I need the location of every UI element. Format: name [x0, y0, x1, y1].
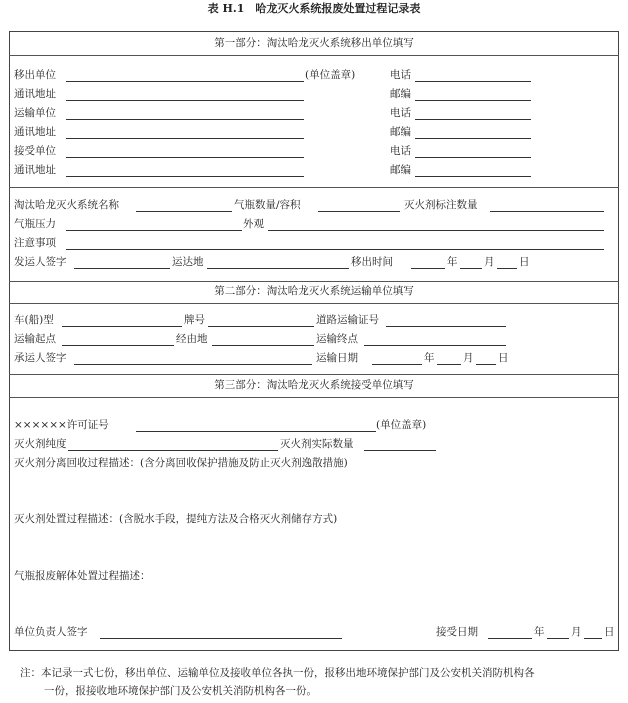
divider: [9, 303, 619, 304]
field-start-point[interactable]: [62, 345, 174, 346]
field-road-permit[interactable]: [386, 326, 506, 327]
field-phone-3[interactable]: [415, 157, 531, 158]
field-license-no[interactable]: [136, 431, 376, 432]
field-phone-2[interactable]: [415, 119, 531, 120]
label-zip-1: 邮编: [390, 88, 411, 100]
field-appearance[interactable]: [268, 230, 604, 231]
field-agent-purity[interactable]: [68, 450, 278, 451]
label-notes: 注意事项: [14, 237, 56, 249]
label-disposal-desc: 灭火剂处置过程描述：(含脱水手段，提纯方法及合格灭火剂储存方式): [14, 513, 338, 525]
label-start-point: 运输起点: [14, 333, 56, 345]
label-end-point: 运输终点: [316, 333, 358, 345]
label-day: 日: [519, 256, 530, 268]
label-license-no: ××××××许可证号: [14, 419, 109, 431]
field-plate[interactable]: [208, 326, 314, 327]
field-system-name[interactable]: [136, 211, 232, 212]
field-carrier-sign[interactable]: [74, 364, 312, 365]
label-agent-qty: 灭火剂标注数量: [404, 199, 478, 211]
label-month: 月: [571, 626, 582, 638]
field-address-3[interactable]: [66, 176, 304, 177]
label-carrier-sign: 承运人签字: [14, 352, 67, 364]
label-road-permit: 道路运输证号: [316, 314, 379, 326]
field-zip-1[interactable]: [415, 100, 531, 101]
field-phone-1[interactable]: [415, 81, 531, 82]
label-receive-date: 接受日期: [436, 626, 478, 638]
field-notes[interactable]: [66, 249, 604, 250]
label-day: 日: [498, 352, 509, 364]
label-year: 年: [447, 256, 458, 268]
field-agent-qty[interactable]: [490, 211, 604, 212]
label-address-3: 通讯地址: [14, 164, 56, 176]
field-cylinder-qty[interactable]: [318, 211, 400, 212]
field-transport-unit[interactable]: [66, 119, 304, 120]
divider: [9, 187, 619, 188]
part3-header: 第三部分：淘汰哈龙灭火系统接受单位填写: [214, 379, 414, 391]
field-transport-day[interactable]: [476, 364, 496, 365]
field-transport-year[interactable]: [372, 364, 422, 365]
label-vehicle-type: 车(船)型: [14, 314, 54, 326]
field-receive-year[interactable]: [488, 638, 532, 639]
record-form-frame: [9, 31, 619, 651]
label-appearance: 外观: [243, 218, 264, 230]
field-vehicle-type[interactable]: [62, 326, 182, 327]
field-pressure[interactable]: [66, 230, 242, 231]
label-via: 经由地: [176, 333, 208, 345]
part2-header: 第二部分：淘汰哈龙灭火系统运输单位填写: [214, 285, 414, 297]
field-destination[interactable]: [207, 268, 349, 269]
label-phone-1: 电话: [390, 69, 411, 81]
field-receive-day[interactable]: [584, 638, 602, 639]
label-year: 年: [534, 626, 545, 638]
footnote-line-1: 注：本记录一式七份，移出单位、运输单位及接收单位各执一份，报移出地环境保护部门及公安机关消防机构各: [20, 667, 535, 679]
label-address-2: 通讯地址: [14, 126, 56, 138]
label-year: 年: [424, 352, 435, 364]
label-transport-unit: 运输单位: [14, 107, 56, 119]
label-month: 月: [463, 352, 474, 364]
label-transfer-unit: 移出单位: [14, 69, 56, 81]
field-end-point[interactable]: [364, 345, 506, 346]
field-via[interactable]: [212, 345, 314, 346]
label-destination: 运达地: [172, 256, 204, 268]
label-actual-qty: 灭火剂实际数量: [280, 438, 354, 450]
field-transfer-unit[interactable]: [66, 81, 304, 82]
field-move-month[interactable]: [460, 268, 482, 269]
field-shipper-sign[interactable]: [74, 268, 170, 269]
label-cylinder-qty: 气瓶数量/容积: [234, 199, 301, 211]
field-actual-qty[interactable]: [364, 450, 436, 451]
label-phone-3: 电话: [390, 145, 411, 157]
divider: [9, 374, 619, 375]
label-day: 日: [604, 626, 615, 638]
label-address-1: 通讯地址: [14, 88, 56, 100]
field-leader-sign[interactable]: [100, 638, 342, 639]
part1-header: 第一部分：淘汰哈龙灭火系统移出单位填写: [214, 37, 414, 49]
footnote-line-2: 一份，报接收地环境保护部门及公安机关消防机构各一份。: [44, 685, 317, 697]
divider: [9, 55, 619, 56]
label-plate: 牌号: [184, 314, 205, 326]
label-zip-3: 邮编: [390, 164, 411, 176]
stamp-label: (单位盖章): [376, 419, 427, 431]
table-title: 表 H.1 哈龙灭火系统报废处置过程记录表: [207, 2, 421, 15]
field-receiving-unit[interactable]: [66, 157, 304, 158]
label-shipper-sign: 发运人签字: [14, 256, 67, 268]
divider: [9, 397, 619, 398]
field-address-2[interactable]: [66, 138, 304, 139]
label-leader-sign: 单位负责人签字: [14, 626, 88, 638]
divider: [9, 281, 619, 282]
field-address-1[interactable]: [66, 100, 304, 101]
label-zip-2: 邮编: [390, 126, 411, 138]
field-transport-month[interactable]: [437, 364, 461, 365]
label-transport-date: 运输日期: [316, 352, 358, 364]
field-move-day[interactable]: [497, 268, 517, 269]
label-receiving-unit: 接受单位: [14, 145, 56, 157]
label-dismantle-desc: 气瓶报废解体处置过程描述：: [14, 570, 151, 582]
label-pressure: 气瓶压力: [14, 218, 56, 230]
label-month: 月: [484, 256, 495, 268]
label-agent-purity: 灭火剂纯度: [14, 438, 67, 450]
label-separation-desc: 灭火剂分离回收过程描述：(含分离回收保护措施及防止灭火剂逸散措施): [14, 457, 348, 469]
label-system-name: 淘汰哈龙灭火系统名称: [14, 199, 119, 211]
footnote: [20, 664, 620, 700]
field-zip-2[interactable]: [415, 138, 531, 139]
label-phone-2: 电话: [390, 107, 411, 119]
field-move-year[interactable]: [411, 268, 445, 269]
label-move-time: 移出时间: [351, 256, 393, 268]
stamp-label: (单位盖章): [305, 69, 356, 81]
field-receive-month[interactable]: [547, 638, 569, 639]
field-zip-3[interactable]: [415, 176, 531, 177]
